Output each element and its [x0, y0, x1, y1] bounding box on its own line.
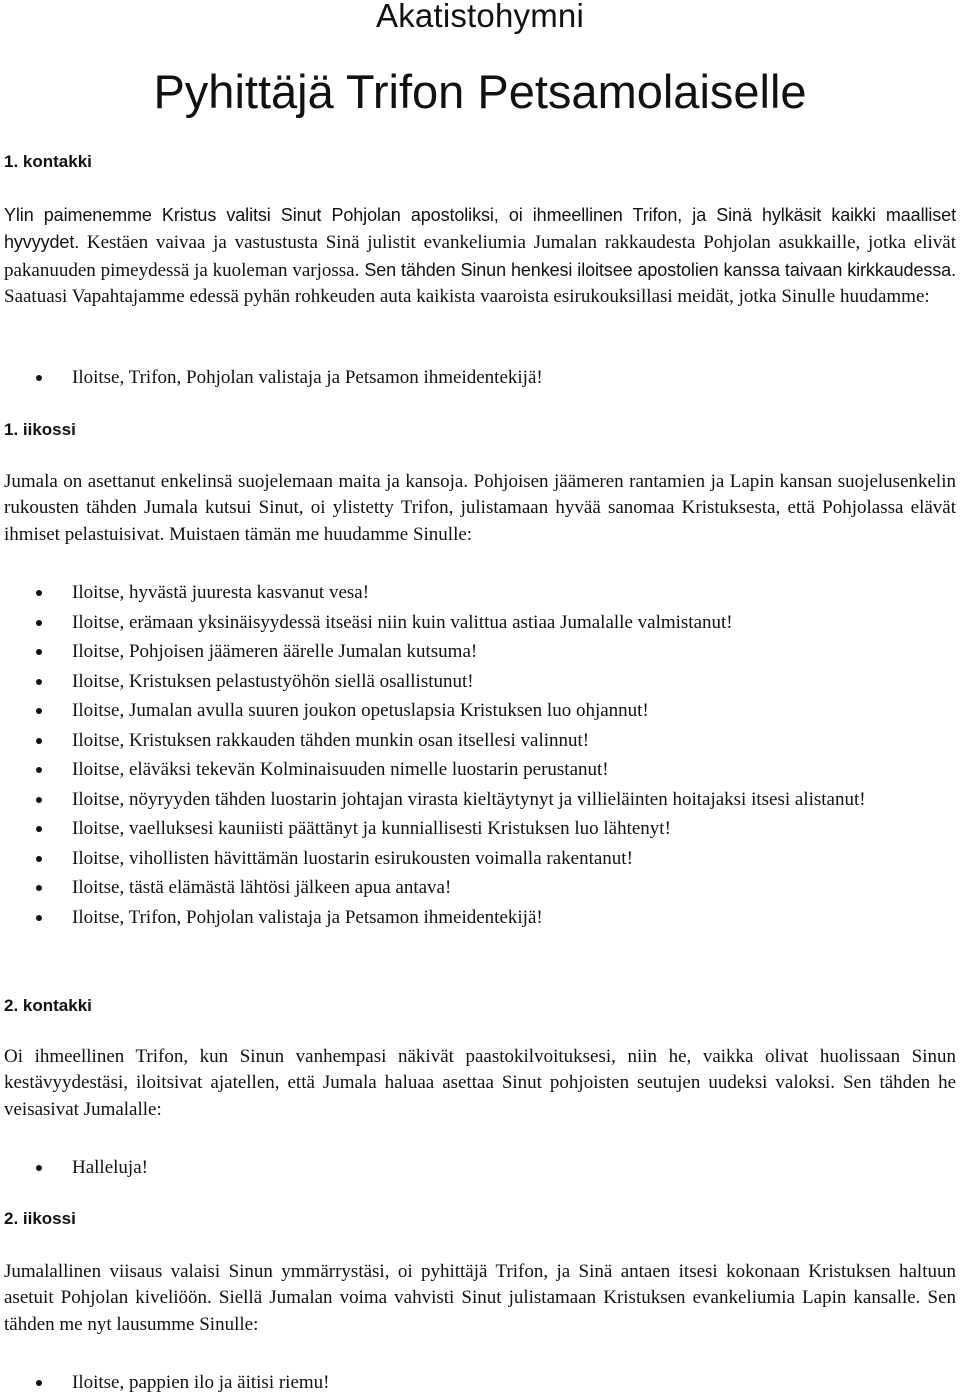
- praise-text: Iloitse, vihollisten hävittämän luostarin esirukousten voimalla rakentanut!: [72, 847, 633, 869]
- praise-text: Iloitse, Kristuksen pelastustyöhön siellä osallistunut!: [72, 670, 474, 692]
- praise-text: Iloitse, eläväksi tekevän Kolminaisuuden nimelle luostarin perustanut!: [72, 759, 609, 780]
- praise-text: Iloitse, vaelluksesi kauniisti päättänyt ja kunniallisesti Kristuksen luo lähtenyt!: [72, 818, 671, 839]
- praise-text: Iloitse, Jumalan avulla suuren joukon opetuslapsia Kristuksen luo ohjannut!: [72, 700, 649, 721]
- kontakki-1-text-part3: Sen tähden Sinun henkesi iloitsee apostolien kanssa taivaan kirkkaudessa.: [359, 259, 956, 280]
- list-item: [0, 608, 960, 638]
- praise-text: Iloitse, pappien ilo ja äitisi riemu!: [72, 1372, 330, 1393]
- bullet-icon: [36, 738, 42, 744]
- ikossi-2-heading: 2. iikossi: [4, 1209, 76, 1228]
- list-item: [0, 667, 960, 697]
- list-item: [0, 814, 960, 844]
- ikossi-1-praise-list: [0, 578, 960, 932]
- bullet-icon: [36, 1165, 42, 1171]
- praise-text: Iloitse, Kristuksen rakkauden tähden munkin osan itsellesi valinnut!: [72, 729, 590, 751]
- ikossi-1-text: Jumala on asettanut enkelinsä suojelemaan maita ja kansoja. Pohjoisen jäämeren rantamien ja Lapin kansan suojelusenkelin rukousten tähden Jumala kutsui Sinut, oi ylistetty Trifon, julistamaan hyvää sanomaa Kristuksesta, että Pohjolassa elävät ihmiset pelastuisivat. Muistaen tämän me huudamme Sinulle:: [4, 471, 956, 545]
- kontakki-1-text-part1: Ylin paimenemme Kristus valitsi Sinut Pohjolan apostoliksi, oi ihmeellinen Trifon, ja Sinä hylkäsit kaikki maalliset hyvyydet.: [4, 205, 956, 253]
- bullet-icon: [36, 885, 42, 891]
- list-item: [0, 844, 960, 874]
- praise-text: Halleluja!: [72, 1157, 148, 1178]
- bullet-icon: [36, 679, 42, 685]
- bullet-icon: [36, 915, 42, 921]
- list-item: [0, 696, 960, 726]
- bullet-icon: [36, 590, 42, 596]
- list-item: [0, 363, 960, 393]
- kontakki-1-heading: 1. kontakki: [4, 152, 92, 171]
- praise-text: Iloitse, Trifon, Pohjolan valistaja ja Petsamon ihmeidentekijä!: [72, 367, 543, 388]
- kontakki-1-text-part2: Kestäen vaivaa ja vastustusta Sinä julistit evankeliumia Jumalan rakkaudesta Pohjolan asukkaille, jotka elivät pakanuuden pimeydessä ja kuoleman varjossa.: [4, 232, 956, 281]
- list-item: [0, 1153, 960, 1183]
- praise-text: Iloitse, Trifon, Pohjolan valistaja ja Petsamon ihmeidentekijä!: [72, 906, 543, 928]
- bullet-icon: [36, 649, 42, 655]
- kontakki-2-heading: 2. kontakki: [4, 996, 92, 1015]
- kontakki-1-praise-list: [0, 363, 960, 393]
- kontakki-2-praise-list: [0, 1153, 960, 1183]
- ikossi-1-heading: 1. iikossi: [4, 420, 76, 439]
- list-item: [0, 755, 960, 785]
- document-title: Akatistohymni: [375, 0, 584, 34]
- list-item: [0, 578, 960, 608]
- praise-text: Iloitse, erämaan yksinäisyydessä itseäsi niin kuin valittua astiaa Jumalalle valmistanut!: [72, 611, 733, 633]
- list-item: [0, 726, 960, 756]
- praise-text: Iloitse, Pohjoisen jäämeren äärelle Jumalan kutsuma!: [72, 641, 478, 662]
- list-item: [0, 873, 960, 903]
- list-item: [0, 1368, 960, 1398]
- kontakki-1-text: [4, 202, 956, 310]
- kontakki-1-text-part4: Saatuasi Vapahtajamme edessä pyhän rohkeuden auta kaikista vaaroista esirukouksillasi meidät, jotka Sinulle huudamme:: [4, 285, 930, 307]
- bullet-icon: [36, 767, 42, 773]
- bullet-icon: [36, 856, 42, 862]
- list-item: [0, 903, 960, 933]
- bullet-icon: [36, 1380, 42, 1386]
- bullet-icon: [36, 826, 42, 832]
- bullet-icon: [36, 375, 42, 381]
- bullet-icon: [36, 797, 42, 803]
- document-subtitle: Pyhittäjä Trifon Petsamolaiselle: [153, 65, 807, 118]
- praise-text: Iloitse, hyvästä juuresta kasvanut vesa!: [72, 582, 370, 603]
- list-item: [0, 785, 960, 815]
- bullet-icon: [36, 620, 42, 626]
- ikossi-2-text: Jumalallinen viisaus valaisi Sinun ymmärrystäsi, oi pyhittäjä Trifon, ja Sinä antaen itsesi kokonaan Kristuksen haltuun asetuit Pohjolan kiveliöön. Siellä Jumalan voima vahvisti Sinut julistamaan Kristuksen evankeliumia Lapin kansalle. Sen tähden me nyt lausumme Sinulle:: [4, 1261, 956, 1335]
- list-item: [0, 637, 960, 667]
- ikossi-2-praise-list: [0, 1368, 960, 1398]
- bullet-icon: [36, 708, 42, 714]
- praise-text: Iloitse, tästä elämästä lähtösi jälkeen apua antava!: [72, 877, 452, 898]
- praise-text: Iloitse, nöyryyden tähden luostarin johtajan virasta kieltäytynyt ja villieläinten hoitajaksi itsesi alistanut!: [72, 788, 866, 810]
- kontakki-2-text: Oi ihmeellinen Trifon, kun Sinun vanhempasi näkivät paastokilvoituksesi, niin he, vaikka olivat huolissaan Sinun kestävyydestäsi, iloitsivat ajatellen, että Jumala haluaa asettaa Sinut pohjoisten seutujen uudeksi valoksi. Sen tähden he veisasivat Jumalalle:: [4, 1046, 956, 1120]
